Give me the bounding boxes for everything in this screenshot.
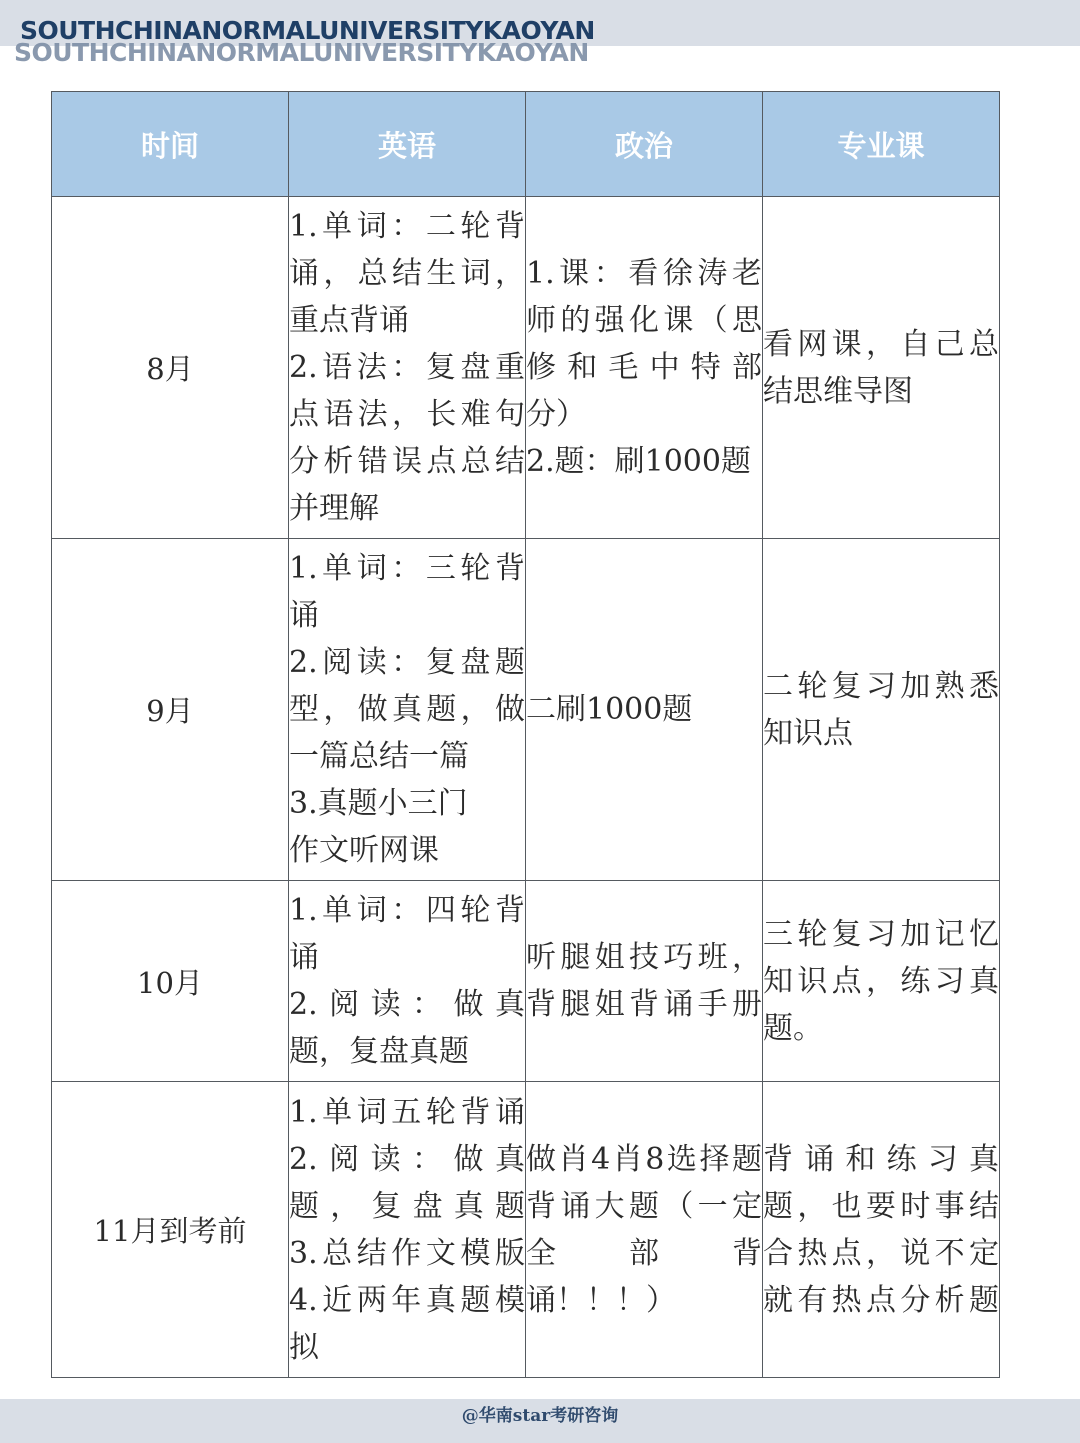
cell-line: 背腿姐背诵手册 — [526, 987, 762, 1022]
major-cell — [763, 1082, 1000, 1378]
major-cell — [763, 197, 1000, 539]
cell-line: 1.单词：四轮背 — [289, 893, 525, 928]
cell-line: 诵，总结生词， — [289, 256, 525, 291]
cell-line: 3.总结作文模版 — [289, 1235, 525, 1271]
cell-line: 1.单词：三轮背 — [289, 551, 525, 586]
cell-line: 诵 — [289, 940, 319, 975]
cell-line: 诵 — [289, 598, 319, 633]
cell-line: 三轮复习加记忆 — [763, 916, 999, 952]
cell-line: 分析错误点总结 — [289, 444, 525, 479]
month-cell: 9月 — [52, 539, 289, 881]
cell-line: 2.阅读：复盘题 — [289, 645, 525, 680]
cell-line: 3.真题小三门 — [289, 786, 468, 821]
politics-cell — [526, 1082, 763, 1378]
cell-line: 2.阅读：做真 — [289, 987, 525, 1022]
cell-line: 做肖4肖8选择题 — [526, 1141, 762, 1177]
cell-line: 知识点 — [763, 715, 853, 751]
politics-cell — [526, 881, 763, 1082]
month-cell: 10月 — [52, 881, 289, 1082]
english-cell — [289, 197, 526, 539]
cell-line: 合热点，说不定 — [763, 1235, 999, 1271]
cell-line: 一篇总结一篇 — [289, 739, 469, 774]
english-cell — [289, 881, 526, 1082]
cell-line: 4.近两年真题模 — [289, 1282, 525, 1318]
cell-line: 拟 — [289, 1329, 319, 1365]
header-time: 时间 — [52, 92, 289, 197]
english-cell — [289, 539, 526, 881]
cell-line: 背诵大题（一定 — [526, 1188, 762, 1224]
english-cell — [289, 1082, 526, 1378]
politics-cell — [526, 539, 763, 881]
header-major: 专业课 — [763, 92, 1000, 197]
cell-line: 二刷1000题 — [526, 692, 693, 727]
cell-line: 二轮复习加熟悉 — [763, 668, 999, 704]
header-english: 英语 — [289, 92, 526, 197]
cell-line: 题，复盘真题 — [289, 1188, 525, 1224]
cell-line: 1.单词：二轮背 — [289, 209, 525, 244]
month-cell: 8月 — [52, 197, 289, 539]
cell-line: 1.单词五轮背诵 — [289, 1094, 525, 1130]
watermark-shadow-text: SOUTHCHINANORMALUNIVERSITYKAOYAN — [14, 38, 589, 67]
cell-line: 点语法，长难句 — [289, 397, 525, 432]
study-plan-table — [51, 91, 1000, 1378]
watermark-text: SOUTHCHINANORMALUNIVERSITYKAOYAN — [20, 16, 595, 45]
cell-line: 1.课：看徐涛老 — [526, 256, 762, 291]
cell-line: 看网课，自己总 — [763, 326, 999, 362]
cell-line: 背诵和练习真 — [763, 1141, 999, 1177]
header-row — [52, 92, 1000, 197]
header-politics: 政治 — [526, 92, 763, 197]
cell-line: 全部背 — [526, 1235, 762, 1271]
cell-line: 诵！！！） — [526, 1282, 676, 1318]
cell-line: 师的强化课（思 — [526, 303, 762, 338]
month-cell: 11月到考前 — [52, 1082, 289, 1378]
table-row — [52, 539, 1000, 881]
cell-line: 分） — [526, 397, 586, 432]
cell-line: 听腿姐技巧班， — [526, 940, 762, 975]
cell-line: 结思维导图 — [763, 373, 913, 409]
cell-line: 2.阅读：做真 — [289, 1141, 525, 1177]
major-cell — [763, 539, 1000, 881]
cell-line: 2.语法：复盘重 — [289, 350, 525, 385]
table-row — [52, 1082, 1000, 1378]
politics-cell — [526, 197, 763, 539]
cell-line: 2.题：刷1000题 — [526, 444, 751, 479]
cell-line: 并理解 — [289, 491, 379, 526]
author-credit: @华南star考研咨询 — [461, 1406, 619, 1426]
cell-line: 就有热点分析题 — [763, 1282, 999, 1318]
cell-line: 修和毛中特部 — [526, 350, 762, 385]
cell-line: 题，也要时事结 — [763, 1188, 999, 1224]
table-row — [52, 881, 1000, 1082]
cell-line: 型，做真题，做 — [289, 692, 525, 727]
table-row — [52, 197, 1000, 539]
cell-line: 重点背诵 — [289, 303, 409, 338]
major-cell — [763, 881, 1000, 1082]
cell-line: 题。 — [763, 1010, 823, 1046]
cell-line: 题，复盘真题 — [289, 1034, 469, 1069]
cell-line: 知识点，练习真 — [763, 963, 999, 999]
cell-line: 作文听网课 — [289, 833, 439, 868]
